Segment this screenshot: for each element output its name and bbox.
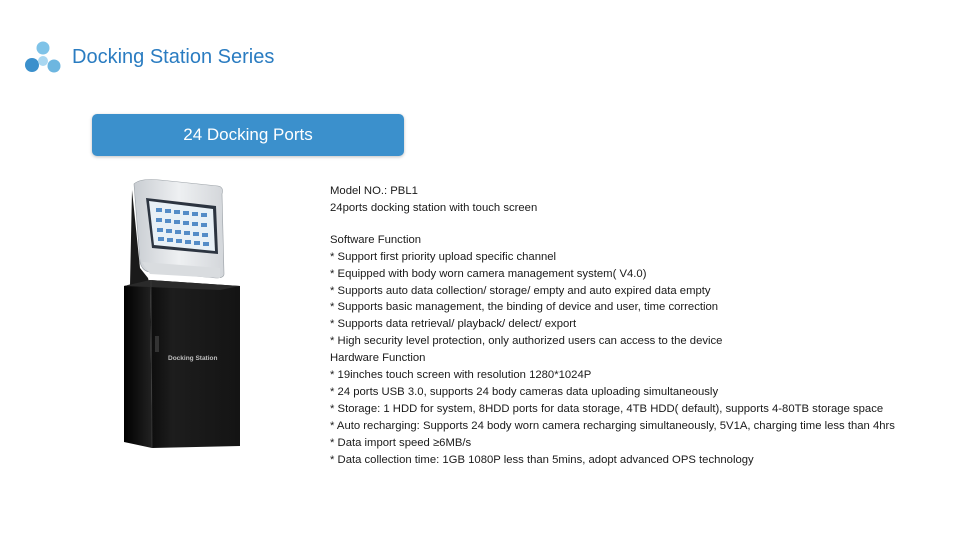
- hardware-item: * Auto recharging: Supports 24 body worn camera recharging simultaneously, 5V1A, charging time less than 4hrs: [330, 419, 895, 432]
- ports-banner: [92, 114, 404, 156]
- model-number: Model NO.: PBL1: [330, 185, 418, 197]
- kiosk-docking-station-image: [120, 178, 244, 450]
- cabinet-label: Docking Station: [168, 355, 218, 362]
- hardware-heading: Hardware Function: [330, 352, 426, 365]
- model-description: 24ports docking station with touch screen: [330, 201, 538, 214]
- software-item: * Supports auto data collection/ storage/ empty and auto expired data empty: [330, 284, 711, 297]
- software-item: * Support first priority upload specific channel: [330, 250, 557, 263]
- model-block: [330, 183, 930, 217]
- software-item: * Equipped with body worn camera management system( V4.0): [330, 267, 647, 280]
- molecule-dots-icon: [24, 40, 64, 76]
- hardware-item: * Data collection time: 1GB 1080P less than 5mins, adopt advanced OPS technology: [330, 453, 754, 466]
- ports-banner-label: 24 Docking Ports: [183, 125, 313, 144]
- software-heading: Software Function: [330, 233, 422, 246]
- page-title: Docking Station Series: [72, 46, 275, 68]
- hardware-item: * Storage: 1 HDD for system, 8HDD ports for data storage, 4TB HDD( default), supports 4-80TB storage space: [330, 402, 884, 415]
- hardware-item: * Data import speed ≥6MB/s: [330, 436, 472, 449]
- software-item: * Supports basic management, the binding of device and user, time correction: [330, 301, 719, 314]
- hardware-item: * 19inches touch screen with resolution 1280*1024P: [330, 369, 592, 382]
- software-item: * High security level protection, only authorized users can access to the device: [330, 335, 723, 348]
- specs-block: [330, 183, 930, 469]
- hardware-item: * 24 ports USB 3.0, supports 24 body cameras data uploading simultaneously: [330, 385, 719, 398]
- software-item: * Supports data retrieval/ playback/ delect/ export: [330, 318, 577, 331]
